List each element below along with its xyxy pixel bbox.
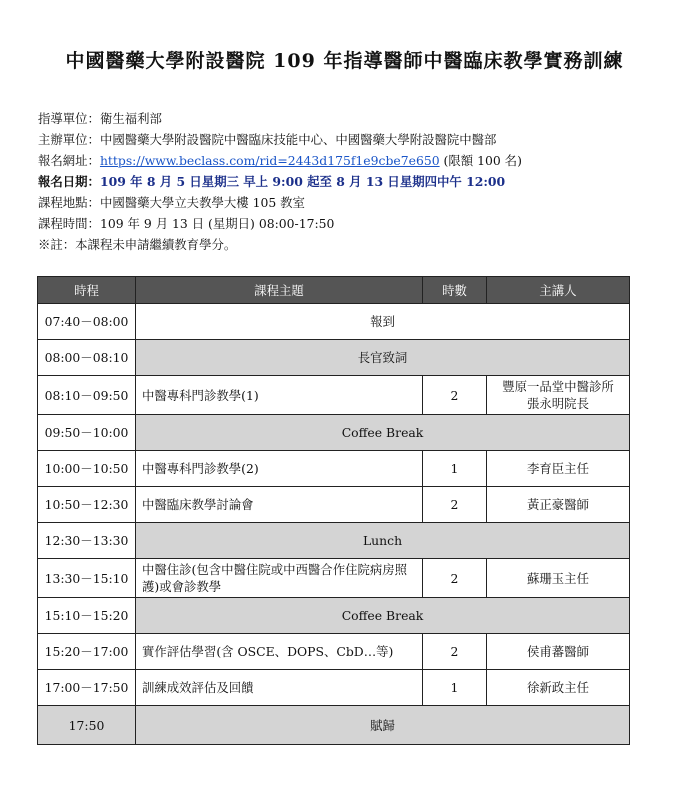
row-hours: 1 (423, 451, 487, 487)
info-registration-date (38, 171, 668, 192)
table-row (38, 340, 630, 376)
info-reg-value: 109 年 8 月 5 日星期三 早上 9:00 起至 8 月 13 日星期四中午 12:00 (99, 174, 506, 189)
row-time: 10:50－12:30 (38, 487, 136, 523)
row-time: 09:50－10:00 (38, 415, 136, 451)
row-hours: 2 (423, 376, 487, 415)
row-topic: Coffee Break (136, 415, 630, 451)
table-row (38, 376, 630, 415)
row-topic: 中醫住診(包含中醫住院或中西醫合作住院病房照護)或會診教學 (136, 559, 423, 598)
row-topic: 訓練成效評估及回饋 (136, 670, 423, 706)
table-row (38, 634, 630, 670)
header-hours: 時數 (423, 277, 487, 304)
course-info (38, 108, 668, 255)
info-host (38, 129, 668, 150)
row-hours: 1 (423, 670, 487, 706)
row-speaker: 黃正豪醫師 (487, 487, 630, 523)
info-place-value: 中國醫藥大學立夫教學大樓 105 教室 (99, 195, 305, 210)
row-speaker: 李育臣主任 (487, 451, 630, 487)
info-guide-label: 指導單位： (38, 111, 100, 126)
row-time: 08:00－08:10 (38, 340, 136, 376)
row-time: 12:30－13:30 (38, 523, 136, 559)
info-place (38, 192, 668, 213)
schedule-table (37, 276, 630, 745)
info-time (38, 213, 668, 234)
row-speaker (487, 376, 630, 415)
row-time: 15:20－17:00 (38, 634, 136, 670)
row-hours: 2 (423, 487, 487, 523)
info-note: ※註：本課程未申請繼續教育學分。 (38, 237, 237, 252)
info-guide (38, 108, 668, 129)
header-topic: 課程主題 (136, 277, 423, 304)
row-speaker: 侯甫蕃醫師 (487, 634, 630, 670)
speaker-line-1: 豐原一品堂中醫診所 (502, 379, 614, 394)
row-hours: 2 (423, 634, 487, 670)
row-topic: 賦歸 (136, 706, 630, 745)
info-guide-value: 衛生福利部 (99, 111, 162, 126)
info-url-note: (限額 100 名) (439, 153, 522, 168)
row-time: 08:10－09:50 (38, 376, 136, 415)
info-time-label: 課程時間： (38, 216, 100, 231)
info-url-label: 報名網址： (38, 153, 100, 168)
row-topic: 中醫臨床教學討論會 (136, 487, 423, 523)
table-row (38, 415, 630, 451)
header-speaker: 主講人 (487, 277, 630, 304)
row-hours: 2 (423, 559, 487, 598)
row-topic: 中醫專科門診教學(1) (136, 376, 423, 415)
row-time: 15:10－15:20 (38, 598, 136, 634)
table-header-row (38, 277, 630, 304)
info-url (38, 150, 668, 171)
row-topic: 實作評估學習(含 OSCE、DOPS、CbD…等) (136, 634, 423, 670)
table-row (38, 706, 630, 745)
info-place-label: 課程地點： (38, 195, 100, 210)
speaker-line-2: 張永明院長 (527, 396, 589, 411)
info-host-label: 主辦單位： (38, 132, 100, 147)
table-row (38, 523, 630, 559)
registration-link[interactable]: https://www.beclass.com/rid=2443d175f1e9cbe7e650 (99, 153, 440, 168)
page-title: 中國醫藥大學附設醫院 109 年指導醫師中醫臨床教學實務訓練 (65, 50, 624, 72)
row-time: 07:40－08:00 (38, 304, 136, 340)
row-topic: 報到 (136, 304, 630, 340)
row-speaker: 徐新政主任 (487, 670, 630, 706)
row-topic: Lunch (136, 523, 630, 559)
table-row (38, 670, 630, 706)
header-time: 時程 (38, 277, 136, 304)
row-topic: Coffee Break (136, 598, 630, 634)
info-host-value: 中國醫藥大學附設醫院中醫臨床技能中心、中國醫藥大學附設醫院中醫部 (99, 132, 497, 147)
table-row (38, 451, 630, 487)
table-row (38, 559, 630, 598)
row-time: 10:00－10:50 (38, 451, 136, 487)
row-topic: 長官致詞 (136, 340, 630, 376)
row-time: 17:50 (38, 706, 136, 745)
table-row (38, 304, 630, 340)
row-time: 13:30－15:10 (38, 559, 136, 598)
row-time: 17:00－17:50 (38, 670, 136, 706)
table-row (38, 487, 630, 523)
info-reg-label: 報名日期： (38, 174, 100, 189)
row-speaker: 蘇珊玉主任 (487, 559, 630, 598)
info-time-value: 109 年 9 月 13 日 (星期日) 08:00-17:50 (99, 216, 335, 231)
table-row (38, 598, 630, 634)
row-topic: 中醫專科門診教學(2) (136, 451, 423, 487)
